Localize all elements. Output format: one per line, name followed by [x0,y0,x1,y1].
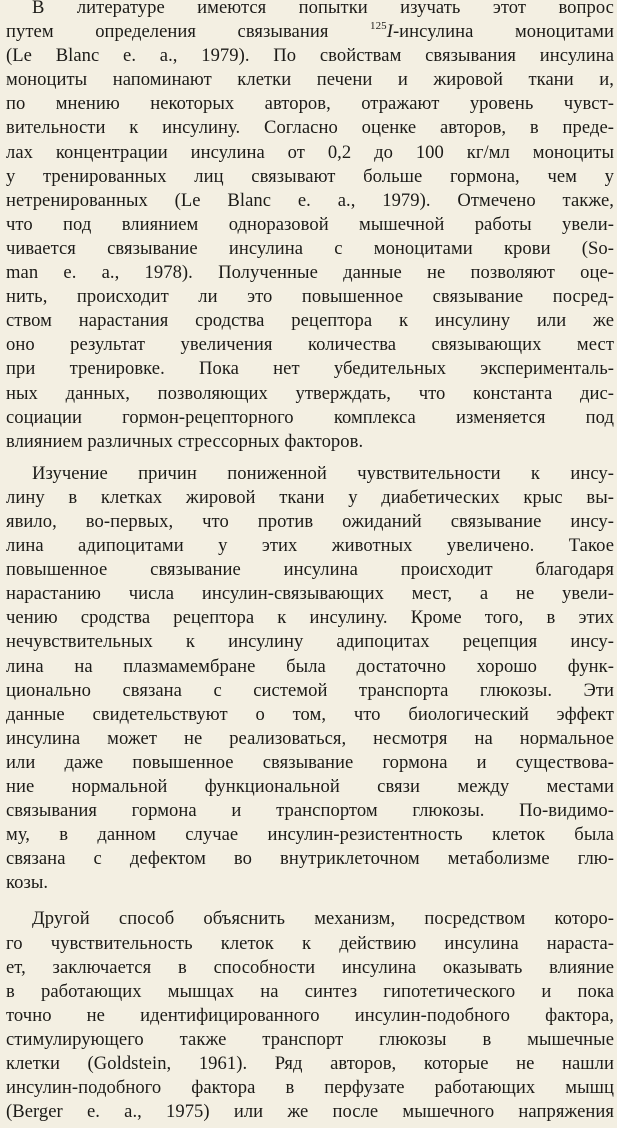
text-line: го чувствительность клеток к действию инсулина нараста- [6,932,614,954]
text-line: ных данных, позволяющих утверждать, что константа дис- [6,382,614,404]
paragraph-2 [6,462,614,896]
text-line: в работающих мышцах на синтез гипотетического и пока [6,980,614,1002]
text-line: нарастанию числа инсулин-связывающих мест, а не увели- [6,583,614,605]
text-line: что под влиянием одноразовой мышечной работы увели- [6,213,614,235]
text-line: ет, заключается в способности инсулина оказывать влияние [6,956,614,978]
paragraph-1 [6,0,614,454]
text-line: (Le Blanc e. a., 1979). По свойствам связывания инсулина [6,45,614,67]
text-line: данные свидетельствуют о том, что биологический эффект [6,703,614,725]
text-line: ством нарастания сродства рецептора к инсулину или же [6,310,614,332]
text-line: ционально связана с системой транспорта глюкозы. Эти [6,679,614,701]
text-line: лину в клетках жировой ткани у диабетических крыс вы- [6,486,614,508]
text-line: лах концентрации инсулина от 0,2 до 100 кг/мл моноциты [6,141,614,163]
text-line: влиянием различных стрессорных факторов. [6,430,364,452]
text-line: му, в данном случае инсулин-резистентность клеток была [6,824,614,846]
text-line: В литературе имеются попытки изучать этот вопрос [32,0,614,18]
text-line: при тренировке. Пока нет убедительных эксперименталь- [6,358,614,380]
text-line: явило, во-первых, что против ожиданий связывание инсу- [6,510,614,532]
text-line: нетренированных (Le Blanc e. a., 1979). Отмечено также, [6,189,614,211]
text-line: чению сродства рецептора к инсулину. Кроме того, в этих [6,607,614,629]
text-line: ние нормальной функциональной связи между местами [6,776,614,797]
text-line: по мнению некоторых авторов, отражают уровень чувст- [6,93,614,115]
text-line: точно не идентифицированного инсулин-подобного фактора, [6,1004,614,1026]
text-line: связывания гормона и транспортом глюкозы. По-видимо- [6,800,614,822]
text-line: (Berger e. a., 1975) или же после мышечного напряжения [6,1101,614,1123]
text-line: клетки (Goldstein, 1961). Ряд авторов, которые не нашли [6,1053,614,1075]
iodine-symbol: I [386,21,393,43]
text-line: инсулина может не реализоваться, несмотря на нормальное [6,727,614,749]
paragraph-3 [6,907,614,1124]
text-line: нить, происходит ли это повышенное связывание посред- [6,286,614,308]
text-line: связана с дефектом во внутриклеточном метаболизме глю- [6,848,614,870]
text-line: стимулирующего также транспорт глюкозы в мышечные [6,1028,614,1050]
text-line: путем определения связывания $^{125}$I-инсулина моноцитами [6,20,614,43]
text-line: лина адипоцитами у этих животных увеличено. Такое [6,535,614,557]
text-line: вительности к инсулину. Согласно оценке авторов, в преде- [6,117,614,139]
text-line: нечувствительных к инсулину адипоцитах рецепция инсу- [6,631,614,653]
text-line: инсулин-подобного фактора в перфузате работающих мышц [6,1077,614,1099]
text-line: чивается связывание инсулина с моноцитами крови (So- [6,237,614,259]
text-line: лина на плазмамембране была достаточно хорошо функ- [6,655,614,677]
text-line: Изучение причин пониженной чувствительности к инсу- [32,462,614,484]
text-line: у тренированных лиц связывают больше гормона, чем у [6,165,614,187]
text-line: повышенное связывание инсулина происходит благодаря [6,559,614,581]
text-line: социации гормон-рецепторного комплекса изменяется под [6,406,614,428]
isotope-superscript: 125 [370,20,387,33]
text-line: Другой способ объяснить механизм, посредством которо- [32,908,614,930]
text-line: козы. [6,872,49,894]
text-line: оно результат увеличения количества связывающих мест [6,334,614,356]
text-line: man e. a., 1978). Полученные данные не позволяют оце- [6,262,614,284]
text-line: или даже повышенное связывание гормона и существова- [6,751,614,773]
text-line: моноциты напоминают клетки печени и жировой ткани и, [6,69,614,91]
